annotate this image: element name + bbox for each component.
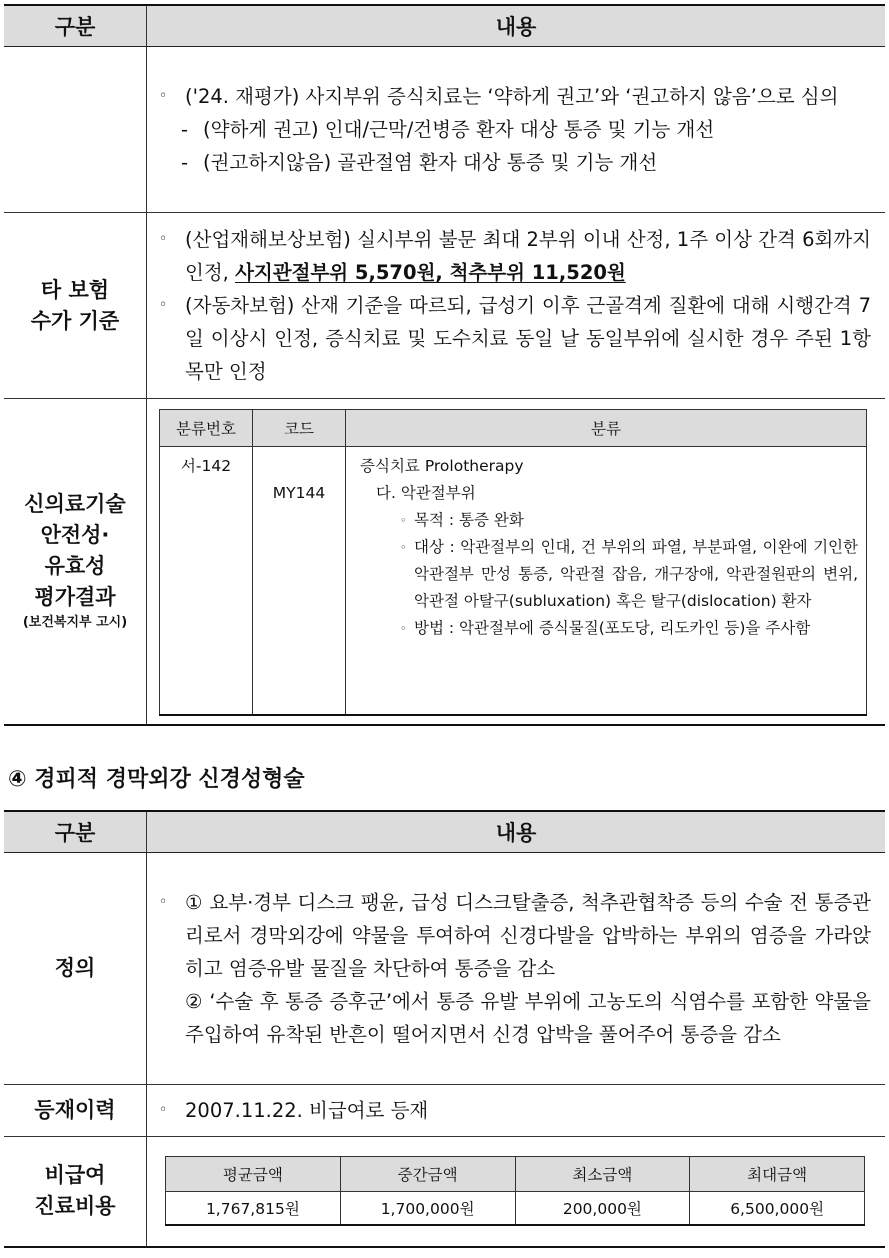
header-category: 구분	[4, 5, 147, 47]
row-content	[147, 1137, 886, 1247]
cost-header-average: 평균금액	[166, 1157, 341, 1192]
bullet-marker: ◦	[159, 1102, 168, 1118]
class-description	[346, 447, 867, 715]
weak-recommend-text: (약하게 권고) 인대/근막/건병증 환자 대상 통증 및 기능 개선	[203, 118, 715, 141]
cost-header-max: 최대금액	[690, 1157, 865, 1192]
definition-2: ② ‘수술 후 통증 증후군’에서 통증 유발 부위에 고농도의 식염수를 포함한 약물을 주입하여 유착된 반흔이 떨어지면서 신경 압박을 풀어주어 통증을 감소	[185, 990, 871, 1046]
method-text: 방법 : 악관절부에 증식물질(포도당, 리도카인 등)을 주사함	[414, 619, 811, 637]
row-label: 정의	[4, 853, 147, 1085]
purpose-text: 목적 : 통증 완화	[414, 511, 524, 529]
classification-table	[159, 409, 867, 716]
section-title: ④ 경피적 경막외강 신경성형술	[8, 767, 305, 792]
cost-average: 1,767,815원	[166, 1192, 341, 1226]
bullet-marker: ◦	[400, 514, 407, 527]
header-content: 내용	[147, 5, 886, 47]
class-sub: 다. 악관절부위	[376, 484, 476, 502]
label-source: (보건복지부 고시)	[22, 615, 128, 631]
cost-table	[165, 1156, 865, 1226]
prolotherapy-table	[4, 4, 885, 726]
registration-text: 2007.11.22. 비급여로 등재	[185, 1099, 429, 1122]
row-label	[4, 213, 147, 399]
table-row	[4, 1085, 885, 1137]
label-line: 타 보험	[40, 277, 110, 302]
not-recommend-text: (권고하지않음) 골관절염 환자 대상 통증 및 기능 개선	[203, 151, 658, 174]
row-content	[147, 1085, 886, 1137]
bullet-marker: ◦	[159, 894, 168, 910]
cost-header-min: 최소금액	[515, 1157, 690, 1192]
table-header-row	[4, 811, 885, 853]
table-row	[4, 399, 885, 725]
cost-median: 1,700,000원	[340, 1192, 515, 1226]
label-line: 신의료기술	[24, 492, 126, 517]
row-label	[4, 399, 147, 725]
target-text: 대상 : 악관절부의 인대, 건 부위의 파열, 부분파열, 이완에 기인한 악관절부 만성 통증, 악관절 잡음, 개구장애, 악관절원판의 변위, 악관절 아탈구(subluxation) 혹은 탈구(dislocation) 환자	[414, 538, 858, 610]
neuroplasty-table	[4, 810, 885, 1248]
row-label-empty	[4, 47, 147, 213]
bullet-marker: ◦	[159, 297, 168, 313]
table-header-row	[4, 5, 885, 47]
cost-header-median: 중간금액	[340, 1157, 515, 1192]
label-line: 평가결과	[34, 585, 116, 610]
inner-header-number: 분류번호	[160, 410, 253, 447]
header-category: 구분	[4, 811, 147, 853]
table-row	[4, 47, 885, 213]
class-number: 서-142	[160, 447, 253, 715]
row-content: ◦ ('24. 재평가) 사지부위 증식치료는 ‘약하게 권고’와 ‘권고하지 않음’으로 심의 - (약하게 권고) 인대/근막/건병증 환자 대상 통증 및 기능 개선 - (권고하지않음) 골관절염 환자 대상 통증 및 기능 개선	[147, 47, 886, 213]
bullet-marker: ◦	[400, 541, 407, 554]
label-line: 비급여	[44, 1163, 106, 1188]
industrial-insurance-text: (산업재해보상보험) 실시부위 불문 최대 2부위 이내 산정, 1주 이상 간격 6회까지 인정,	[185, 228, 871, 284]
table-row	[4, 213, 885, 399]
row-content	[147, 399, 886, 725]
inner-header-class: 분류	[346, 410, 867, 447]
underlined-fee-text: 사지관절부위 5,570원, 척추부위 11,520원	[235, 261, 626, 284]
row-label: 등재이력	[4, 1085, 147, 1137]
auto-insurance-text: (자동차보험) 산재 기준을 따르되, 급성기 이후 근골격계 질환에 대해 시행간격 7일 이상시 인정, 증식치료 및 도수치료 동일 날 동일부위에 실시한 경우 주된 1항목만 인정	[185, 294, 871, 383]
row-label	[4, 1137, 147, 1247]
label-line: 진료비용	[34, 1194, 116, 1219]
header-content: 내용	[147, 811, 886, 853]
bullet-marker: ◦	[159, 231, 168, 247]
class-title: 증식치료 Prolotherapy	[360, 457, 524, 475]
table-row	[4, 853, 885, 1085]
definition-1: ① 요부·경부 디스크 팽윤, 급성 디스크탈출증, 척추관협착증 등의 수술 전 통증관리로서 경막외강에 약물을 투여하여 신경다발을 압박하는 부위의 염증을 가라앉히고 염증유발 물질을 차단하여 통증을 감소	[185, 891, 871, 980]
row-content	[147, 213, 886, 399]
reevaluation-text: ('24. 재평가) 사지부위 증식치료는 ‘약하게 권고’와 ‘권고하지 않음’으로 심의	[185, 85, 839, 108]
bullet-marker: ◦	[400, 622, 407, 635]
label-line: 수가 기준	[30, 308, 120, 333]
row-content	[147, 853, 886, 1085]
table-row	[4, 1137, 885, 1247]
cost-max: 6,500,000원	[690, 1192, 865, 1226]
inner-header-code: 코드	[253, 410, 346, 447]
label-line: 안전성·	[40, 523, 110, 548]
class-code: MY144	[253, 447, 346, 715]
cost-min: 200,000원	[515, 1192, 690, 1226]
label-line: 유효성	[44, 554, 106, 579]
bullet-marker: ◦	[159, 88, 168, 104]
